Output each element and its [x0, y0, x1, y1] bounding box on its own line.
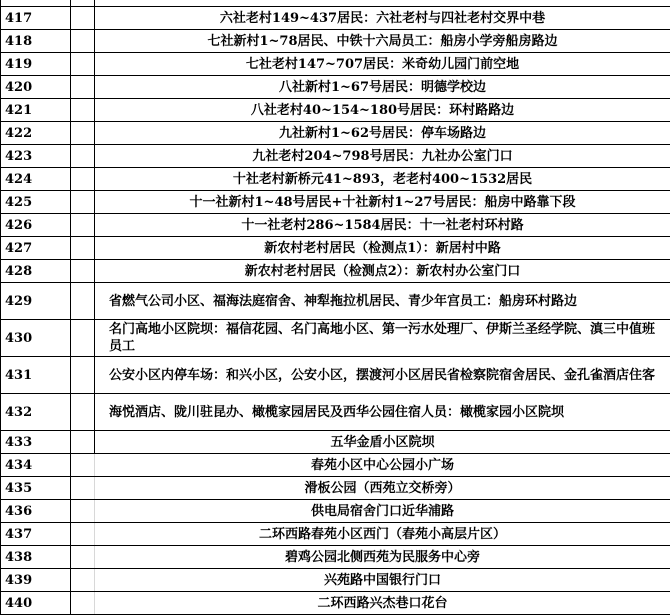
table-row [1, 122, 670, 145]
row-number-cell: 432 [1, 394, 71, 431]
row-number-cell: 421 [1, 99, 71, 122]
blank-cell [71, 592, 95, 615]
row-number-cell: 437 [1, 523, 71, 546]
location-cell: 名门高地小区院坝：福信花园、名门高地小区、第一污水处理厂、伊斯兰圣经学院、滇三中值班员工 [95, 320, 670, 357]
blank-cell [71, 260, 95, 283]
location-cell: 兴苑路中国银行门口 [95, 569, 670, 592]
blank-cell [71, 53, 95, 76]
table-row [1, 320, 670, 357]
table-row [1, 431, 670, 454]
row-number-cell: 417 [1, 7, 71, 30]
blank-cell [71, 30, 95, 53]
blank-cell [71, 122, 95, 145]
row-number-cell: 428 [1, 260, 71, 283]
blank-cell [71, 99, 95, 122]
blank-cell [71, 191, 95, 214]
location-cell: 九社新村1~62号居民：停车场路边 [95, 122, 670, 145]
row-number-cell: 440 [1, 592, 71, 615]
row-number-cell: 439 [1, 569, 71, 592]
blank-cell [71, 283, 95, 320]
location-cell: 春苑小区中心公园小广场 [95, 454, 670, 477]
location-cell: 七社老村147~707居民：米奇幼儿园门前空地 [95, 53, 670, 76]
location-cell [95, 0, 670, 7]
row-number-cell: 436 [1, 500, 71, 523]
location-cell: 五华金盾小区院坝 [95, 431, 670, 454]
location-cell: 八社新村1~67号居民：明德学校边 [95, 76, 670, 99]
table-row [1, 394, 670, 431]
table-row [1, 76, 670, 99]
row-number-cell: 427 [1, 237, 71, 260]
row-number-cell: 420 [1, 76, 71, 99]
table-row [1, 523, 670, 546]
table-row [1, 546, 670, 569]
blank-cell [71, 214, 95, 237]
row-number-cell: 435 [1, 477, 71, 500]
table-row [1, 569, 670, 592]
location-cell: 六社老村149~437居民：六社老村与四社老村交界中巷 [95, 7, 670, 30]
blank-cell [71, 569, 95, 592]
blank-cell [71, 454, 95, 477]
location-cell: 省燃气公司小区、福海法庭宿舍、神犁拖拉机居民、青少年宫员工：船房环村路边 [95, 283, 670, 320]
blank-cell [71, 431, 95, 454]
blank-cell [71, 357, 95, 394]
blank-cell [71, 477, 95, 500]
location-cell: 二环西路兴杰巷口花台 [95, 592, 670, 615]
location-cell: 二环西路春苑小区西门（春苑小高层片区） [95, 523, 670, 546]
table-row [1, 357, 670, 394]
location-cell: 碧鸡公园北侧西苑为民服务中心旁 [95, 546, 670, 569]
blank-cell [71, 145, 95, 168]
table-row [1, 283, 670, 320]
row-number-cell: 434 [1, 454, 71, 477]
row-number-cell: 433 [1, 431, 71, 454]
row-number-cell: 438 [1, 546, 71, 569]
table-row [1, 30, 670, 53]
location-cell: 公安小区内停车场：和兴小区，公安小区，摆渡河小区居民省检察院宿舍居民、金孔雀酒店住客 [95, 357, 670, 394]
table-row [1, 260, 670, 283]
row-number-cell: 424 [1, 168, 71, 191]
blank-cell [71, 546, 95, 569]
location-cell: 滑板公园（西苑立交桥旁） [95, 477, 670, 500]
table-row [1, 53, 670, 76]
table-row [1, 237, 670, 260]
table-row [1, 99, 670, 122]
blank-cell [71, 320, 95, 357]
blank-cell [71, 523, 95, 546]
row-number-cell: 418 [1, 30, 71, 53]
table-row [1, 477, 670, 500]
location-cell: 十一社老村286~1584居民：十一社老村环村路 [95, 214, 670, 237]
location-cell: 新农村老村居民（检测点2）：新农村办公室门口 [95, 260, 670, 283]
row-number-cell: 430 [1, 320, 71, 357]
row-number-cell: 429 [1, 283, 71, 320]
table-row [1, 191, 670, 214]
row-number-cell: 419 [1, 53, 71, 76]
location-cell: 十社老村新桥元41~893，老老村400~1532居民 [95, 168, 670, 191]
location-cell: 七社新村1~78居民、中铁十六局员工：船房小学旁船房路边 [95, 30, 670, 53]
table-row [1, 214, 670, 237]
row-number-cell: 431 [1, 357, 71, 394]
blank-cell [71, 76, 95, 99]
row-number-cell: 426 [1, 214, 71, 237]
location-cell: 新农村老村居民（检测点1）：新居村中路 [95, 237, 670, 260]
table-row [1, 7, 670, 30]
blank-cell [71, 394, 95, 431]
table-row [1, 592, 670, 615]
table-row [1, 168, 670, 191]
location-cell: 供电局宿舍门口近华浦路 [95, 500, 670, 523]
row-number-cell: 422 [1, 122, 71, 145]
location-cell: 九社老村204~798号居民：九社办公室门口 [95, 145, 670, 168]
table-row [1, 454, 670, 477]
table-row [1, 145, 670, 168]
location-cell: 十一社新村1~48号居民+十社新村1~27号居民：船房中路靠下段 [95, 191, 670, 214]
location-cell: 海悦酒店、陇川驻昆办、橄榄家园居民及西华公园住宿人员：橄榄家园小区院坝 [95, 394, 670, 431]
row-number-cell: 425 [1, 191, 71, 214]
location-cell: 八社老村40~154~180号居民：环村路路边 [95, 99, 670, 122]
blank-cell [71, 168, 95, 191]
table-row [1, 0, 670, 7]
table-row [1, 500, 670, 523]
blank-cell [71, 500, 95, 523]
row-number-cell: 423 [1, 145, 71, 168]
blank-cell [71, 7, 95, 30]
blank-cell [71, 237, 95, 260]
